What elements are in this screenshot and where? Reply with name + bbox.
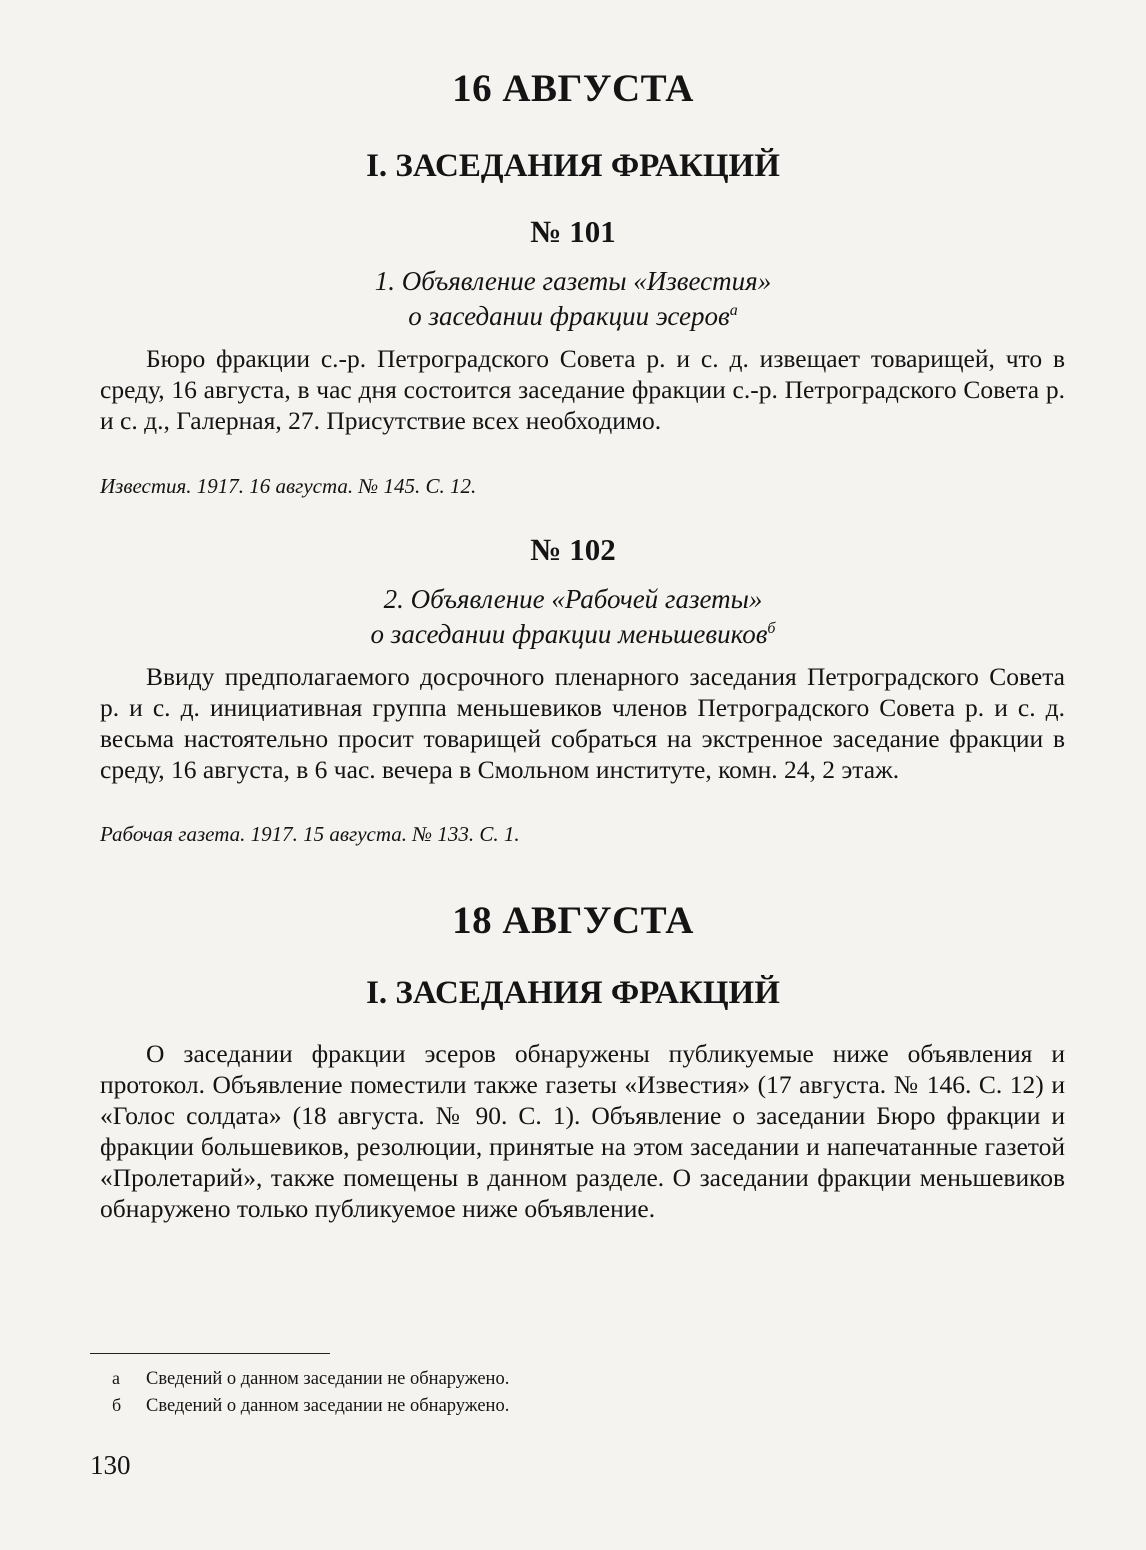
footnote-text: Сведений о данном заседании не обнаружено. (146, 1396, 510, 1416)
date-heading: 18 АВГУСТА (452, 899, 694, 942)
document-title (0, 584, 1146, 649)
footnote-divider (90, 1353, 330, 1354)
footnote-mark: б (767, 620, 776, 637)
footnote-text: Сведений о данном заседании не обнаружено. (146, 1369, 510, 1389)
section-heading: I. ЗАСЕДАНИЯ ФРАКЦИЙ (366, 148, 780, 184)
document-source: Известия. 1917. 16 августа. № 145. С. 12. (100, 474, 477, 498)
section-intro-text: О заседании фракции эсеров обнаружены публикуемые ниже объявления и протокол. Объявление поместили также газеты «Известия» (17 августа. № 146. С. 12) и «Голос солдата» (18 августа. № 90. С. 1). Объявление о заседании Бюро фракции и фракции большевиков, резолюции, принятые на этом заседании и напечатанные газетой «Пролетарий», также помещены в данном разделе. О заседании фракции меньшевиков обнаружено только публикуемое ниже объявление. (100, 1039, 1065, 1223)
section-heading: I. ЗАСЕДАНИЯ ФРАКЦИЙ (366, 975, 780, 1011)
footnote-mark: а (112, 1368, 120, 1388)
document-title-line2: о заседании фракции меньшевиков (370, 619, 768, 649)
document-title-line2-wrap (0, 614, 1146, 649)
document-title (0, 266, 1146, 331)
document-title-line1: 2. Объявление «Рабочей газеты» (383, 584, 763, 614)
footnote (112, 1368, 1012, 1390)
document-title-line2: о заседании фракции эсеров (408, 301, 730, 331)
document-number: № 102 (530, 532, 616, 567)
document-title-line1: 1. Объявление газеты «Известия» (374, 266, 772, 296)
document-source: Рабочая газета. 1917. 15 августа. № 133. С. 1. (100, 822, 520, 846)
document-text: Бюро фракции с.-р. Петроградского Совета р. и с. д. извещает товарищей, что в среду, 16 августа, в час дня состоится заседание фракции с.-р. Петроградского Совета р. и с. д., Галерная, 27. Присутствие всех необходимо. (100, 344, 1065, 435)
document-title-line2-wrap (0, 296, 1146, 331)
document-text: Ввиду предполагаемого досрочного пленарного заседания Петроградского Совета р. и с. д. инициативная группа меньшевиков членов Петроградского Совета р. и с. д. весьма настоятельно просит товарищей собраться на экстренное заседание фракции в среду, 16 августа, в 6 час. вечера в Смольном институте, комн. 24, 2 этаж. (100, 662, 1065, 784)
footnote-mark: а (729, 302, 738, 319)
page-number: 130 (90, 1450, 131, 1480)
footnote (112, 1395, 1012, 1417)
date-heading: 16 АВГУСТА (452, 67, 694, 110)
document-number: № 101 (530, 214, 616, 249)
footnote-mark: б (112, 1395, 122, 1415)
